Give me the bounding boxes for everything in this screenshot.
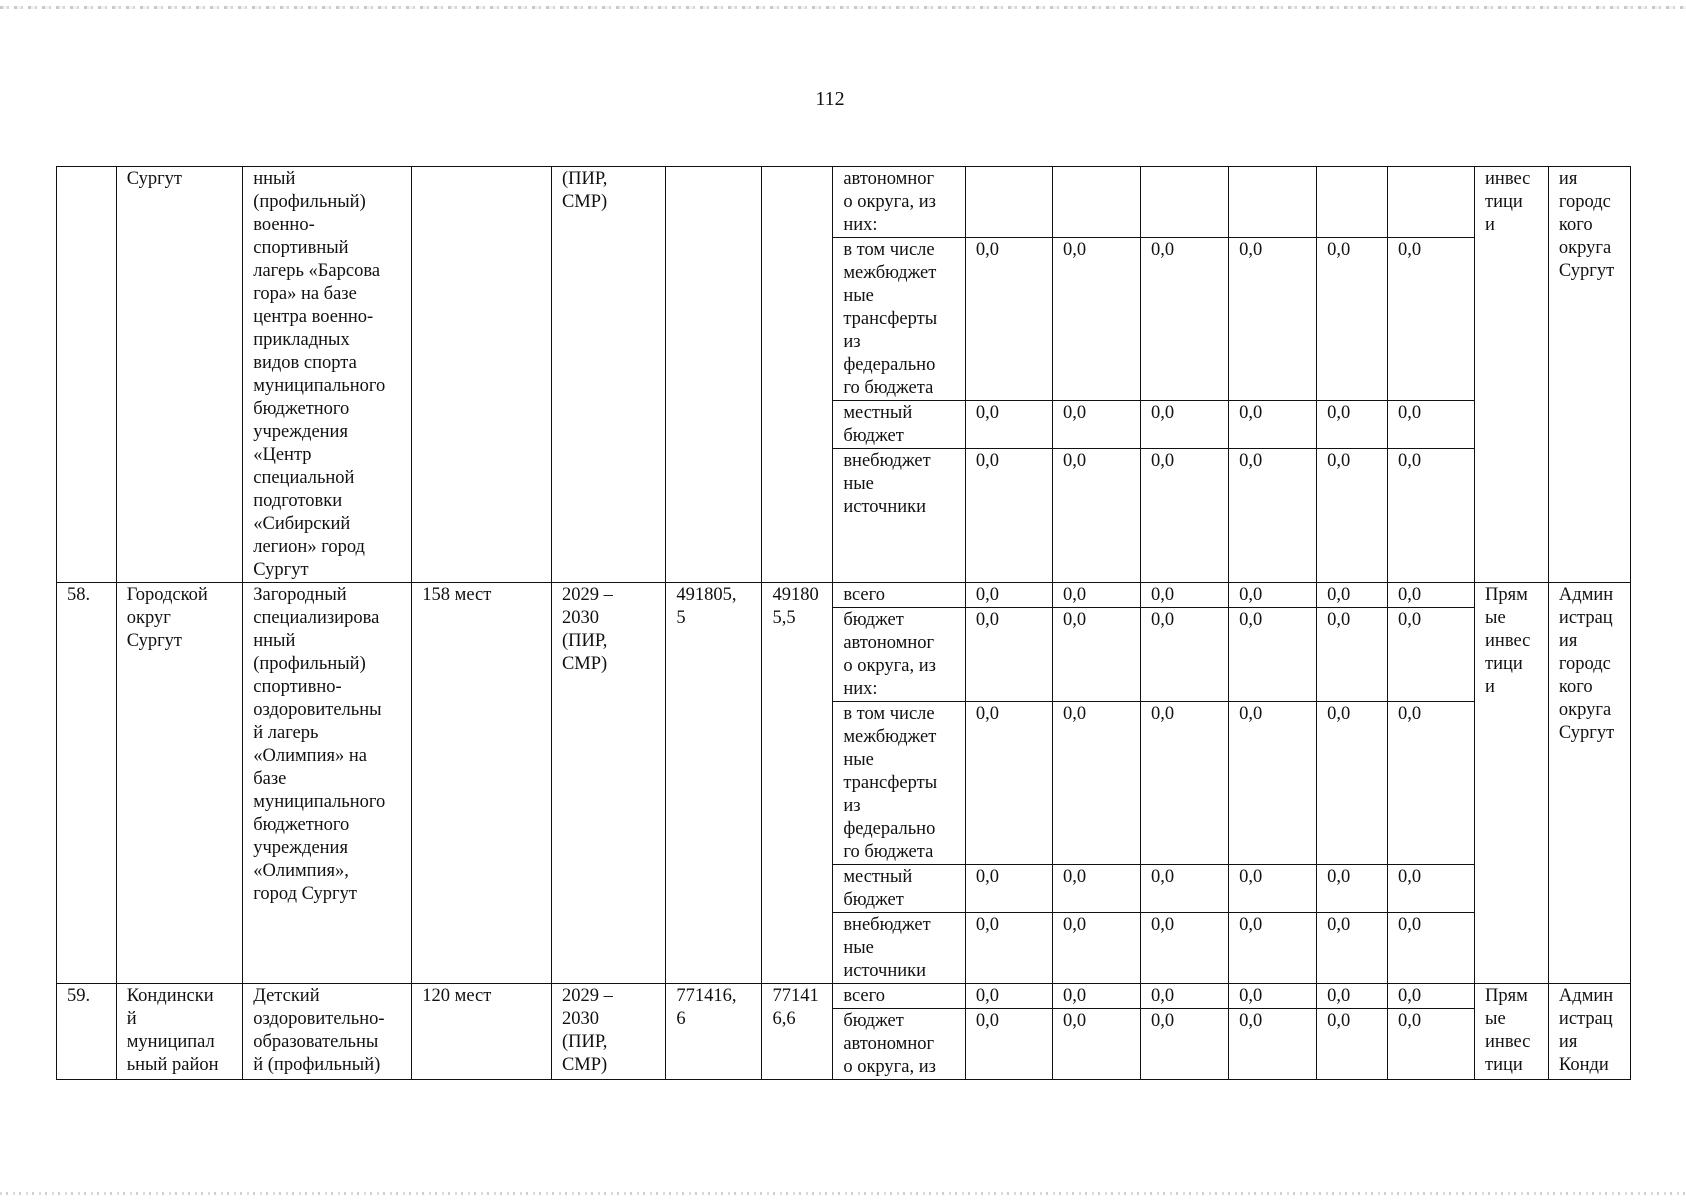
funding-source-cell: местный бюджет xyxy=(833,865,966,913)
responsible-cell: ия городс кого округа Сургут xyxy=(1548,167,1630,583)
cost-total-cell: 491805, 5 xyxy=(666,583,762,984)
funding-value-cell xyxy=(1387,167,1474,238)
funding-value-cell: 0,0 xyxy=(1229,449,1317,583)
funding-value-cell: 0,0 xyxy=(1387,401,1474,449)
funding-value-cell: 0,0 xyxy=(1229,1009,1317,1080)
funding-value-cell: 0,0 xyxy=(1317,238,1388,401)
funding-value-cell: 0,0 xyxy=(1052,1009,1140,1080)
funding-value-cell: 0,0 xyxy=(1141,913,1229,984)
cost-total-cell xyxy=(666,167,762,583)
row-index: 59. xyxy=(57,984,117,1080)
page-number: 112 xyxy=(815,88,845,110)
funding-value-cell: 0,0 xyxy=(1141,984,1229,1009)
cost-remaining-cell xyxy=(762,167,833,583)
funding-value-cell xyxy=(1141,167,1229,238)
funding-source-cell: внебюджет ные источники xyxy=(833,449,966,583)
funding-source-cell: всего xyxy=(833,583,966,608)
object-name-cell: Загородный специализирова нный (профильный) спортивно- оздоровительны й лагерь «Олимпия» на базе муниципального бюджетного учреждения «Олимпия», город Сургут xyxy=(243,583,412,984)
municipality-cell: Городской округ Сургут xyxy=(116,583,243,984)
funding-value-cell: 0,0 xyxy=(965,238,1052,401)
funding-value-cell: 0,0 xyxy=(1052,913,1140,984)
investment-type-cell: инвес тици и xyxy=(1475,167,1549,583)
funding-value-cell: 0,0 xyxy=(1052,449,1140,583)
row-index xyxy=(57,167,117,583)
funding-source-cell: автономног о округа, из них: xyxy=(833,167,966,238)
funding-value-cell: 0,0 xyxy=(965,913,1052,984)
period-cell: 2029 – 2030 (ПИР, СМР) xyxy=(551,583,665,984)
funding-value-cell: 0,0 xyxy=(1141,238,1229,401)
funding-value-cell: 0,0 xyxy=(1317,1009,1388,1080)
funding-value-cell: 0,0 xyxy=(1229,401,1317,449)
funding-value-cell: 0,0 xyxy=(1317,913,1388,984)
funding-value-cell: 0,0 xyxy=(1141,401,1229,449)
investment-table xyxy=(56,166,1631,1080)
funding-value-cell: 0,0 xyxy=(965,583,1052,608)
cost-total-cell: 771416, 6 xyxy=(666,984,762,1080)
period-cell: (ПИР, СМР) xyxy=(551,167,665,583)
funding-value-cell: 0,0 xyxy=(1317,984,1388,1009)
funding-source-cell: внебюджет ные источники xyxy=(833,913,966,984)
table-row xyxy=(57,984,1631,1009)
funding-source-cell: бюджет автономног о округа, из них: xyxy=(833,608,966,702)
funding-value-cell: 0,0 xyxy=(1052,583,1140,608)
funding-value-cell: 0,0 xyxy=(1387,984,1474,1009)
funding-value-cell: 0,0 xyxy=(1229,984,1317,1009)
funding-value-cell: 0,0 xyxy=(1052,238,1140,401)
municipality-cell: Кондински й муниципал ьный район xyxy=(116,984,243,1080)
funding-value-cell: 0,0 xyxy=(1387,608,1474,702)
funding-source-cell: в том числе межбюджет ные трансферты из федерально го бюджета xyxy=(833,238,966,401)
funding-value-cell: 0,0 xyxy=(1387,449,1474,583)
period-cell: 2029 – 2030 (ПИР, СМР) xyxy=(551,984,665,1080)
row-index: 58. xyxy=(57,583,117,984)
funding-source-cell: местный бюджет xyxy=(833,401,966,449)
funding-value-cell: 0,0 xyxy=(965,702,1052,865)
funding-value-cell: 0,0 xyxy=(1141,583,1229,608)
funding-value-cell: 0,0 xyxy=(1229,702,1317,865)
funding-value-cell: 0,0 xyxy=(1317,702,1388,865)
funding-value-cell: 0,0 xyxy=(1317,401,1388,449)
scan-edge-bottom xyxy=(0,1192,1686,1195)
funding-value-cell xyxy=(1052,167,1140,238)
funding-value-cell: 0,0 xyxy=(1317,865,1388,913)
cost-remaining-cell: 49180 5,5 xyxy=(762,583,833,984)
funding-value-cell: 0,0 xyxy=(1229,608,1317,702)
funding-value-cell: 0,0 xyxy=(965,608,1052,702)
funding-value-cell xyxy=(1229,167,1317,238)
object-name-cell: нный (профильный) военно- спортивный лагерь «Барсова гора» на базе центра военно- прикладных видов спорта муниципального бюджетного учреждения «Центр специальной подготовки «Сибирский легион» город Сургут xyxy=(243,167,412,583)
funding-value-cell: 0,0 xyxy=(1141,702,1229,865)
funding-value-cell: 0,0 xyxy=(1317,583,1388,608)
funding-value-cell: 0,0 xyxy=(1387,1009,1474,1080)
funding-value-cell: 0,0 xyxy=(1317,608,1388,702)
funding-value-cell: 0,0 xyxy=(965,449,1052,583)
capacity-cell xyxy=(412,167,552,583)
capacity-cell: 120 мест xyxy=(412,984,552,1080)
scan-edge-top xyxy=(0,6,1686,9)
responsible-cell: Админ истрац ия городс кого округа Сургут xyxy=(1548,583,1630,984)
funding-value-cell: 0,0 xyxy=(1052,608,1140,702)
table-row xyxy=(57,167,1631,238)
municipality-cell: Сургут xyxy=(116,167,243,583)
funding-value-cell: 0,0 xyxy=(965,401,1052,449)
investment-type-cell: Прям ые инвес тици xyxy=(1475,984,1549,1080)
funding-value-cell: 0,0 xyxy=(1052,865,1140,913)
funding-value-cell xyxy=(1317,167,1388,238)
funding-value-cell: 0,0 xyxy=(965,984,1052,1009)
funding-value-cell: 0,0 xyxy=(1387,913,1474,984)
funding-value-cell: 0,0 xyxy=(1229,865,1317,913)
funding-value-cell: 0,0 xyxy=(965,865,1052,913)
responsible-cell: Админ истрац ия Конди xyxy=(1548,984,1630,1080)
object-name-cell: Детский оздоровительно- образовательны й (профильный) xyxy=(243,984,412,1080)
funding-value-cell: 0,0 xyxy=(1141,449,1229,583)
funding-value-cell: 0,0 xyxy=(1229,238,1317,401)
investment-type-cell: Прям ые инвес тици и xyxy=(1475,583,1549,984)
funding-source-cell: в том числе межбюджет ные трансферты из федерально го бюджета xyxy=(833,702,966,865)
capacity-cell: 158 мест xyxy=(412,583,552,984)
cost-remaining-cell: 77141 6,6 xyxy=(762,984,833,1080)
funding-value-cell: 0,0 xyxy=(1387,865,1474,913)
funding-source-cell: бюджет автономног о округа, из xyxy=(833,1009,966,1080)
funding-value-cell: 0,0 xyxy=(1317,449,1388,583)
funding-value-cell: 0,0 xyxy=(1141,608,1229,702)
funding-value-cell: 0,0 xyxy=(1141,865,1229,913)
funding-source-cell: всего xyxy=(833,984,966,1009)
funding-value-cell: 0,0 xyxy=(1387,238,1474,401)
funding-value-cell: 0,0 xyxy=(1229,583,1317,608)
funding-value-cell: 0,0 xyxy=(1387,583,1474,608)
funding-value-cell: 0,0 xyxy=(965,1009,1052,1080)
funding-value-cell: 0,0 xyxy=(1141,1009,1229,1080)
funding-value-cell: 0,0 xyxy=(1052,984,1140,1009)
funding-value-cell xyxy=(965,167,1052,238)
funding-value-cell: 0,0 xyxy=(1387,702,1474,865)
funding-value-cell: 0,0 xyxy=(1052,401,1140,449)
funding-value-cell: 0,0 xyxy=(1229,913,1317,984)
table-row xyxy=(57,583,1631,608)
funding-value-cell: 0,0 xyxy=(1052,702,1140,865)
